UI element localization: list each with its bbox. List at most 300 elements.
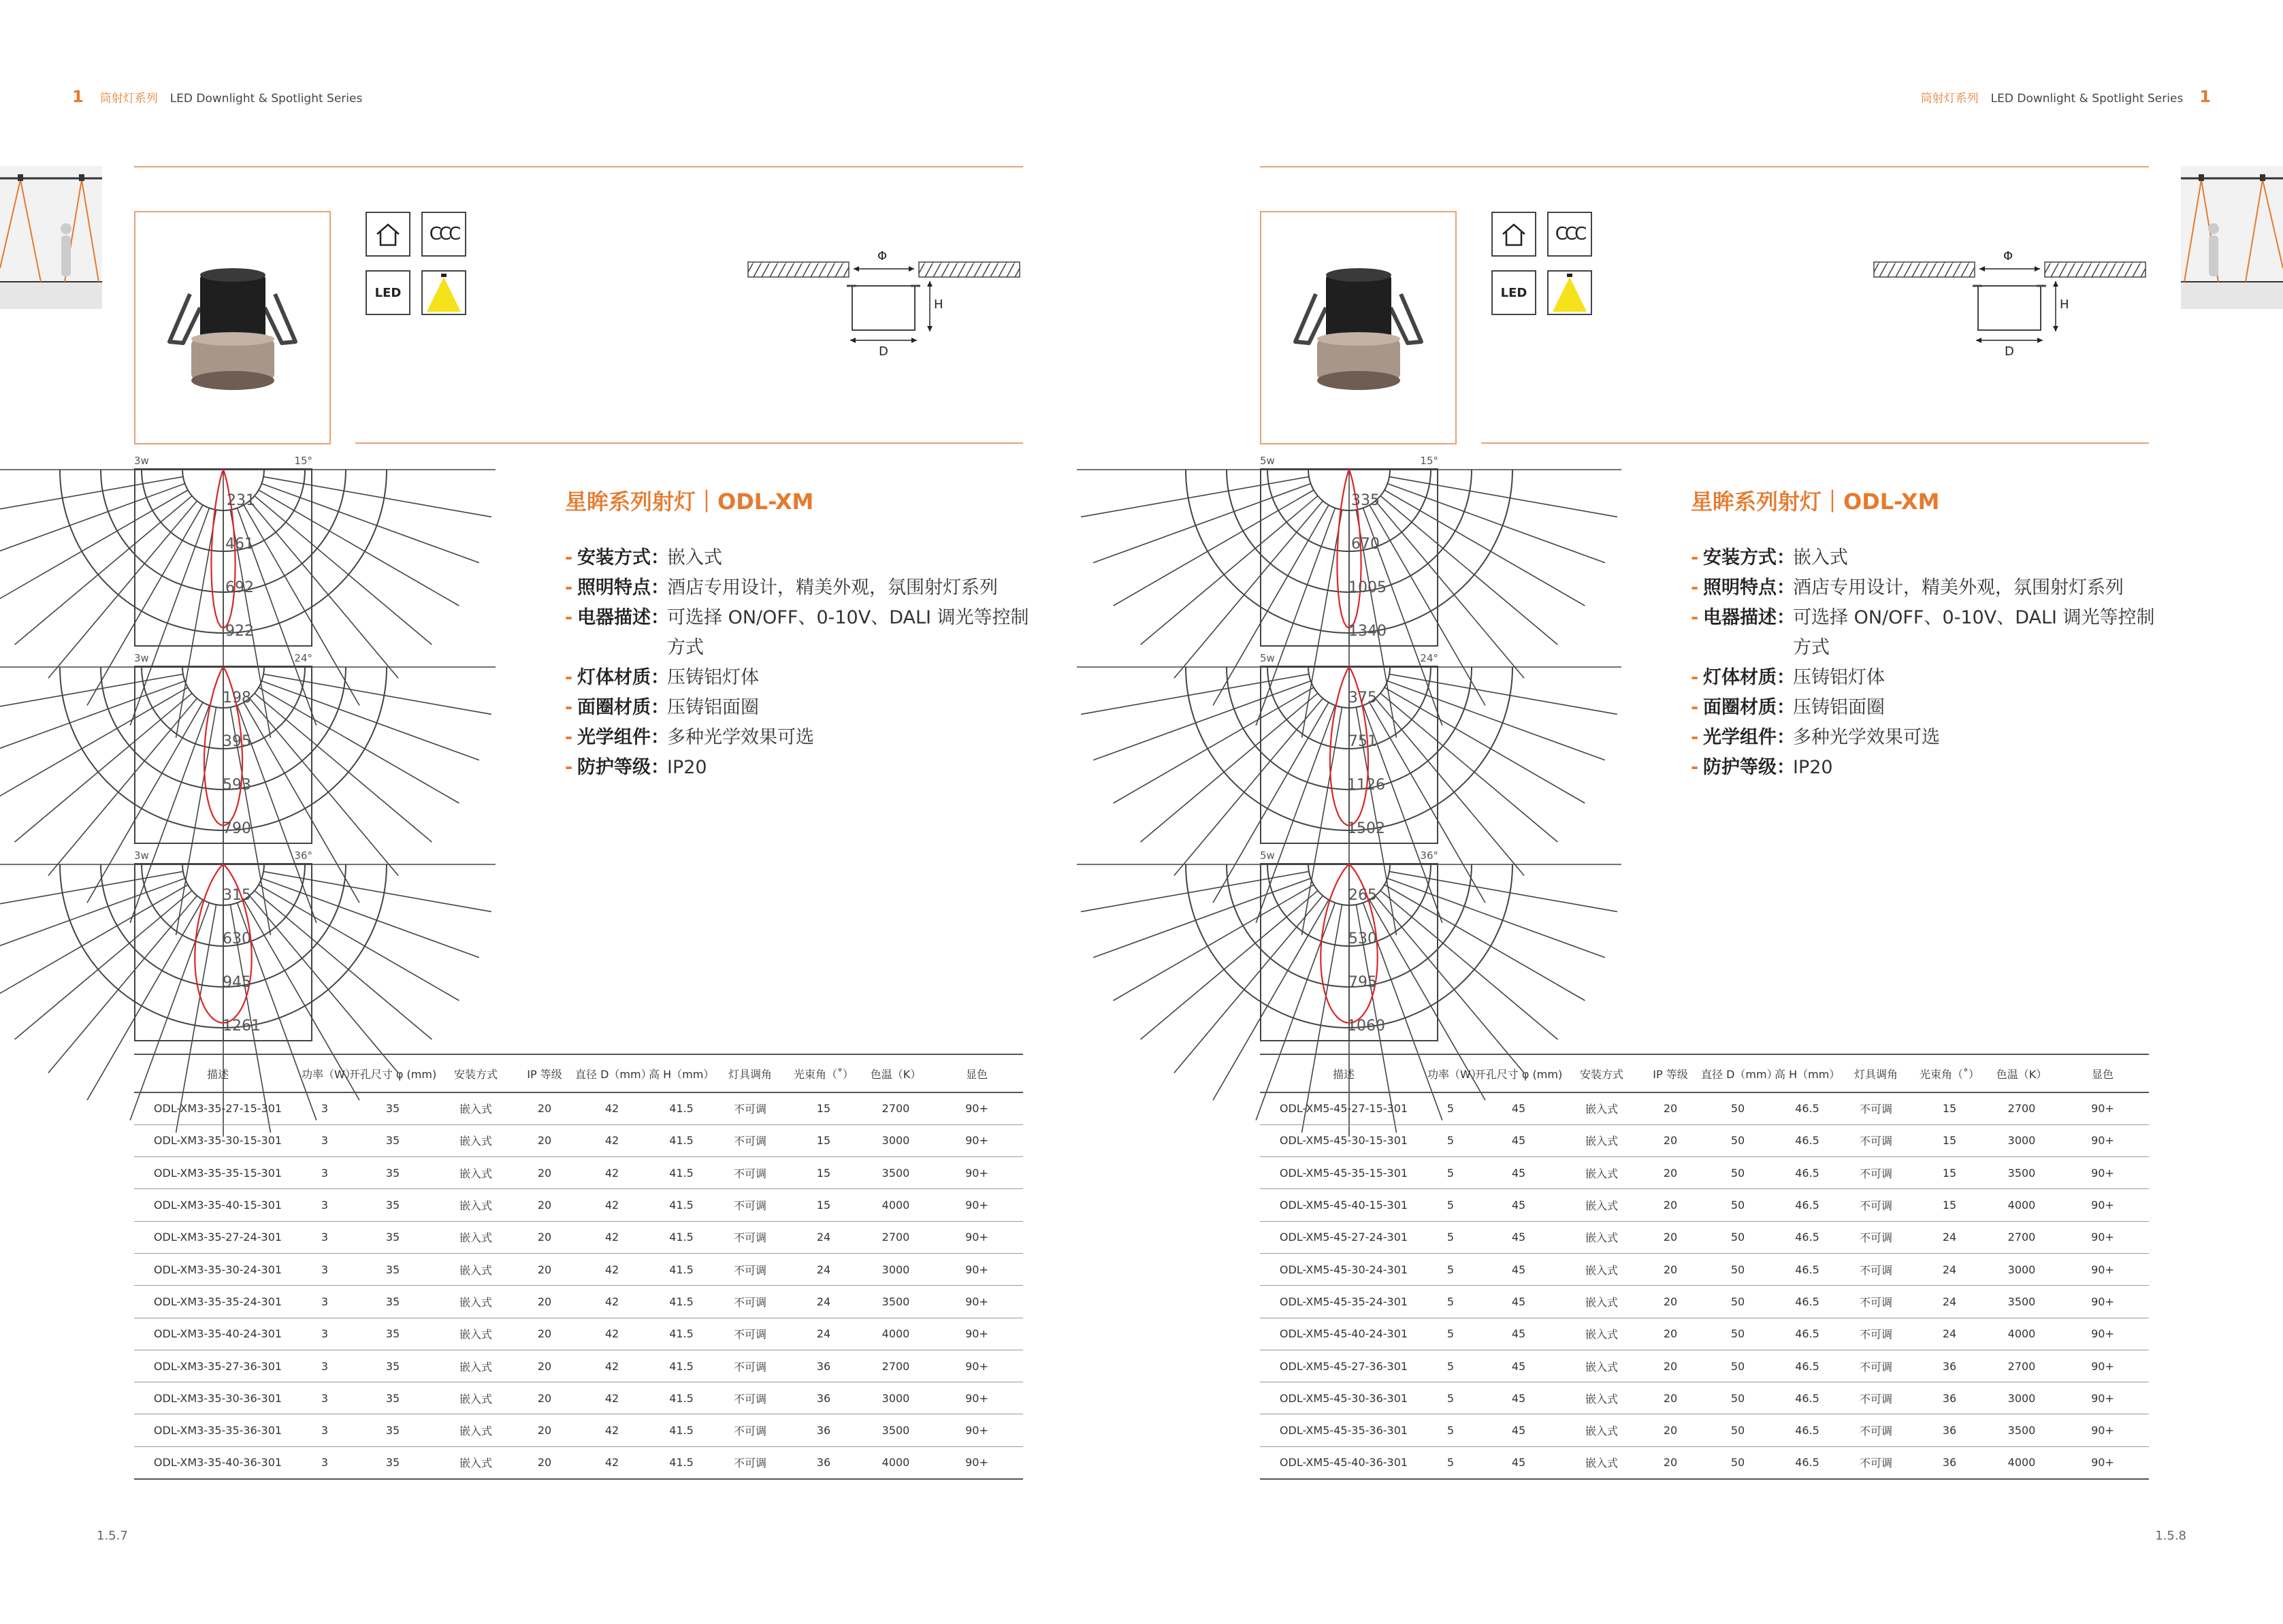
header-chapter-number: 1 [2199, 87, 2211, 106]
table-cell: 5 [1427, 1124, 1474, 1156]
table-cell: 20 [514, 1157, 575, 1189]
table-cell: 46.5 [1775, 1350, 1840, 1382]
table-cell: 2700 [1987, 1221, 2056, 1253]
table-cell: 3 [302, 1318, 348, 1350]
table-row [1260, 1286, 2149, 1318]
spec-list [565, 543, 1041, 783]
table-cell: 15 [786, 1157, 861, 1189]
spec-label: 安装方式： [1703, 547, 1795, 568]
polar-power: 5w [1260, 849, 1275, 862]
table-cell: 20 [1640, 1157, 1701, 1189]
polar-value: 670 [1351, 536, 1380, 553]
table-cell: 3 [302, 1350, 348, 1382]
table-cell: 嵌入式 [1564, 1414, 1640, 1446]
table-body [134, 1092, 1023, 1479]
table-cell: 36 [786, 1382, 861, 1414]
table-cell: 15 [786, 1124, 861, 1156]
table-cell: 41.5 [649, 1253, 714, 1285]
table-cell: 36 [1912, 1350, 1987, 1382]
spec-label: 安装方式： [577, 547, 669, 568]
spec-table [1260, 1054, 2149, 1480]
table-cell: 不可调 [1840, 1382, 1912, 1414]
table-cell: 20 [514, 1189, 575, 1221]
polar-power: 5w [1260, 652, 1275, 664]
table-cell: 35 [348, 1286, 438, 1318]
table-row [1260, 1382, 2149, 1414]
polar-value: 530 [1348, 930, 1377, 947]
table-cell: 5 [1427, 1382, 1474, 1414]
table-cell: 不可调 [714, 1221, 786, 1253]
spec-value: 压铸铝灯体 [667, 667, 759, 688]
spec-table [134, 1054, 1023, 1480]
table-cell: 不可调 [714, 1446, 786, 1478]
table-cell: 46.5 [1775, 1382, 1840, 1414]
table-cell: 不可调 [1840, 1189, 1912, 1221]
table-cell: 20 [514, 1318, 575, 1350]
table-header-cell: 灯具调角 [714, 1054, 786, 1092]
table-cell: ODL-XM5-45-35-15-301 [1260, 1157, 1427, 1189]
table-row [134, 1221, 1023, 1253]
table-header-cell: 直径 D（mm） [1701, 1054, 1775, 1092]
table-cell: 不可调 [714, 1318, 786, 1350]
table-cell: ODL-XM5-45-27-36-301 [1260, 1350, 1427, 1382]
table-cell: 5 [1427, 1414, 1474, 1446]
spec-label: 光学组件： [1703, 727, 1795, 748]
table-cell: 35 [348, 1446, 438, 1478]
table-cell: ODL-XM5-45-27-15-301 [1260, 1092, 1427, 1124]
table-cell: ODL-XM5-45-40-36-301 [1260, 1446, 1427, 1478]
table-cell: 不可调 [714, 1350, 786, 1382]
table-cell: 嵌入式 [1564, 1221, 1640, 1253]
scene-thumbnail [2181, 166, 2283, 309]
spec-value: 压铸铝灯体 [1793, 667, 1885, 688]
table-header-cell: 直径 D（mm） [575, 1054, 649, 1092]
table-cell: 3 [302, 1189, 348, 1221]
spec-value: 酒店专用设计，精美外观，氛围射灯系列 [1793, 577, 2124, 598]
table-row [1260, 1189, 2149, 1221]
table-row [134, 1189, 1023, 1221]
table-row [1260, 1253, 2149, 1285]
polar-power: 3w [134, 652, 149, 664]
polar-diagram-36 [1260, 849, 1438, 1041]
spec-value: 可选择 ON/OFF、0-10V、DALI 调光等控制方式 [1793, 607, 2155, 658]
polar-value: 1060 [1347, 1018, 1385, 1035]
spec-item: - 电器描述： 可选择 ON/OFF、0-10V、DALI 调光等控制方式 [565, 603, 1041, 663]
polar-value: 945 [223, 974, 251, 991]
table-cell: 42 [575, 1446, 649, 1478]
header-series-en: LED Downlight & Spotlight Series [1990, 92, 2184, 105]
table-cell: 50 [1701, 1157, 1775, 1189]
spec-item: - 面圈材质： 压铸铝面圈 [1691, 693, 2167, 723]
table-cell: 42 [575, 1318, 649, 1350]
polar-value: 1340 [1348, 623, 1387, 640]
spec-label: 电器描述： [1703, 607, 1795, 628]
table-cell: 嵌入式 [438, 1382, 514, 1414]
table-cell: 90+ [2056, 1414, 2149, 1446]
table-cell: 90+ [2056, 1157, 2149, 1189]
table-cell: ODL-XM3-35-30-15-301 [134, 1124, 302, 1156]
table-cell: 3500 [861, 1157, 930, 1189]
home-icon [366, 212, 410, 257]
polar-diagram-36 [134, 849, 312, 1041]
spec-value: 多种光学效果可选 [667, 727, 814, 748]
table-row [134, 1157, 1023, 1189]
table-cell: 41.5 [649, 1189, 714, 1221]
table-cell: 不可调 [1840, 1446, 1912, 1478]
table-cell: 24 [1912, 1286, 1987, 1318]
table-cell: 42 [575, 1092, 649, 1124]
table-cell: 50 [1701, 1189, 1775, 1221]
table-cell: 50 [1701, 1318, 1775, 1350]
table-cell: 15 [1912, 1092, 1987, 1124]
table-cell: ODL-XM3-35-27-24-301 [134, 1221, 302, 1253]
table-cell: 20 [514, 1092, 575, 1124]
table-row [134, 1350, 1023, 1382]
table-cell: 46.5 [1775, 1124, 1840, 1156]
table-row [134, 1414, 1023, 1446]
table-cell: 90+ [930, 1124, 1023, 1156]
table-cell: 3 [302, 1092, 348, 1124]
table-row [134, 1253, 1023, 1285]
table-cell: 46.5 [1775, 1253, 1840, 1285]
table-cell: 不可调 [714, 1124, 786, 1156]
table-cell: 5 [1427, 1221, 1474, 1253]
table-cell: 90+ [930, 1092, 1023, 1124]
table-cell: 嵌入式 [438, 1318, 514, 1350]
table-cell: 45 [1474, 1414, 1564, 1446]
table-cell: 不可调 [714, 1092, 786, 1124]
table-header-cell: 高 H（mm） [649, 1054, 714, 1092]
home-icon [1491, 212, 1536, 257]
table-cell: 3 [302, 1446, 348, 1478]
table-header-row [134, 1054, 1023, 1092]
table-header-cell: 色温（K） [1987, 1054, 2056, 1092]
table-cell: 46.5 [1775, 1286, 1840, 1318]
table-cell: 46.5 [1775, 1092, 1840, 1124]
table-cell: 嵌入式 [1564, 1189, 1640, 1221]
table-cell: 3 [302, 1253, 348, 1285]
dimension-diagram [745, 248, 1024, 364]
table-cell: ODL-XM5-45-40-15-301 [1260, 1189, 1427, 1221]
table-header-cell: 安装方式 [1564, 1054, 1640, 1092]
table-cell: 24 [1912, 1253, 1987, 1285]
spec-label: 照明特点： [1703, 577, 1795, 598]
table-cell: ODL-XM5-45-40-24-301 [1260, 1318, 1427, 1350]
spec-item: - 光学组件： 多种光学效果可选 [1691, 723, 2167, 753]
polar-value: 692 [225, 579, 254, 596]
table-cell: ODL-XM3-35-30-24-301 [134, 1253, 302, 1285]
table-cell: 20 [514, 1382, 575, 1414]
phi-label: Φ [2003, 249, 2013, 263]
table-cell: 20 [1640, 1350, 1701, 1382]
table-cell: 3500 [861, 1286, 930, 1318]
spec-value: 嵌入式 [1793, 547, 1848, 568]
beam-light-icon [1547, 270, 1592, 315]
table-cell: 嵌入式 [1564, 1253, 1640, 1285]
spec-label: 防护等级： [577, 757, 669, 778]
table-row [134, 1124, 1023, 1156]
table-cell: 3 [302, 1221, 348, 1253]
table-cell: 不可调 [1840, 1350, 1912, 1382]
table-cell: 20 [1640, 1414, 1701, 1446]
table-header-cell: 色温（K） [861, 1054, 930, 1092]
table-cell: 不可调 [1840, 1157, 1912, 1189]
table-cell: 嵌入式 [438, 1350, 514, 1382]
spec-item: - 灯体材质： 压铸铝灯体 [1691, 663, 2167, 693]
led-icon [366, 270, 410, 315]
table-cell: 20 [514, 1446, 575, 1478]
table-header-cell: 开孔尺寸 φ (mm) [348, 1054, 438, 1092]
table-cell: 嵌入式 [1564, 1350, 1640, 1382]
table-cell: 41.5 [649, 1286, 714, 1318]
table-cell: 不可调 [1840, 1414, 1912, 1446]
header-series-en: LED Downlight & Spotlight Series [169, 92, 363, 105]
table-cell: 不可调 [1840, 1318, 1912, 1350]
table-cell: 5 [1427, 1318, 1474, 1350]
polar-angle: 15° [1420, 455, 1438, 467]
spec-label: 面圈材质： [1703, 697, 1795, 718]
table-cell: 4000 [1987, 1446, 2056, 1478]
table-cell: 35 [348, 1350, 438, 1382]
table-cell: 36 [786, 1414, 861, 1446]
ccc-mark: CCC [1555, 224, 1585, 244]
table-cell: 50 [1701, 1092, 1775, 1124]
polar-diagram-15 [134, 455, 312, 647]
table-cell: 41.5 [649, 1382, 714, 1414]
right-page [1142, 0, 2283, 1624]
polar-diagram-24 [1260, 652, 1438, 844]
table-cell: 90+ [2056, 1221, 2149, 1253]
table-header-cell: 显色 [2056, 1054, 2149, 1092]
table-cell: 90+ [930, 1253, 1023, 1285]
polar-value: 315 [223, 887, 251, 904]
table-cell: 不可调 [1840, 1124, 1912, 1156]
table-cell: 15 [786, 1092, 861, 1124]
table-row [1260, 1446, 2149, 1478]
table-header-cell: 功率（W） [1427, 1054, 1474, 1092]
spec-value: 压铸铝面圈 [667, 697, 759, 718]
spec-label: 电器描述： [577, 607, 669, 628]
table-cell: ODL-XM3-35-40-15-301 [134, 1189, 302, 1221]
table-header-cell: IP 等级 [514, 1054, 575, 1092]
ccc-icon [421, 212, 466, 257]
table-cell: 15 [786, 1189, 861, 1221]
table-cell: 嵌入式 [1564, 1318, 1640, 1350]
product-photo [1260, 211, 1457, 444]
table-cell: 50 [1701, 1446, 1775, 1478]
polar-power: 5w [1260, 455, 1275, 467]
table-cell: ODL-XM5-45-35-36-301 [1260, 1414, 1427, 1446]
table-row [1260, 1157, 2149, 1189]
table-cell: 3500 [1987, 1286, 2056, 1318]
spec-list [1691, 543, 2167, 783]
table-cell: 35 [348, 1318, 438, 1350]
table-cell: 35 [348, 1253, 438, 1285]
table-cell: 20 [1640, 1124, 1701, 1156]
mid-divider [355, 442, 1023, 444]
spec-value: 可选择 ON/OFF、0-10V、DALI 调光等控制方式 [667, 607, 1029, 658]
table-cell: 42 [575, 1253, 649, 1285]
table-cell: 15 [1912, 1189, 1987, 1221]
h-label: H [2060, 297, 2069, 312]
table-cell: 不可调 [1840, 1253, 1912, 1285]
table-cell: 3500 [1987, 1157, 2056, 1189]
table-cell: ODL-XM3-35-40-36-301 [134, 1446, 302, 1478]
table-cell: 20 [1640, 1286, 1701, 1318]
polar-angle: 15° [294, 455, 312, 467]
top-divider [134, 166, 1023, 167]
table-row [134, 1318, 1023, 1350]
table-cell: 45 [1474, 1286, 1564, 1318]
header-series-cn: 筒射灯系列 [99, 92, 158, 105]
table-cell: 5 [1427, 1092, 1474, 1124]
table-cell: 45 [1474, 1189, 1564, 1221]
table-cell: 3500 [1987, 1414, 2056, 1446]
table-cell: 20 [1640, 1446, 1701, 1478]
table-cell: 嵌入式 [438, 1221, 514, 1253]
table-cell: 2700 [861, 1221, 930, 1253]
polar-power: 3w [134, 455, 149, 467]
table-cell: 20 [1640, 1092, 1701, 1124]
table-cell: 3000 [861, 1253, 930, 1285]
table-cell: 4000 [1987, 1189, 2056, 1221]
table-cell: 20 [1640, 1221, 1701, 1253]
table-cell: 42 [575, 1221, 649, 1253]
spec-value: 酒店专用设计，精美外观，氛围射灯系列 [667, 577, 998, 598]
table-cell: 41.5 [649, 1092, 714, 1124]
table-cell: 不可调 [1840, 1286, 1912, 1318]
spec-item: - 灯体材质： 压铸铝灯体 [565, 663, 1041, 693]
table-cell: 46.5 [1775, 1446, 1840, 1478]
table-cell: 36 [1912, 1414, 1987, 1446]
table-cell: 20 [514, 1414, 575, 1446]
spec-value: IP20 [667, 757, 707, 778]
table-row [1260, 1350, 2149, 1382]
table-cell: 41.5 [649, 1446, 714, 1478]
spec-label: 灯体材质： [577, 667, 669, 688]
scene-thumbnail [0, 166, 102, 309]
table-cell: 90+ [930, 1318, 1023, 1350]
polar-value: 1261 [223, 1018, 261, 1035]
table-cell: ODL-XM5-45-30-15-301 [1260, 1124, 1427, 1156]
table-cell: 3000 [1987, 1124, 2056, 1156]
table-cell: 24 [786, 1253, 861, 1285]
table-row [1260, 1318, 2149, 1350]
table-cell: 90+ [2056, 1092, 2149, 1124]
table-row [134, 1446, 1023, 1478]
polar-angle: 24° [1420, 652, 1438, 664]
h-label: H [934, 297, 943, 312]
table-cell: 3000 [861, 1382, 930, 1414]
product-photo [134, 211, 331, 444]
table-cell: 35 [348, 1382, 438, 1414]
table-cell: 嵌入式 [1564, 1157, 1640, 1189]
table-cell: ODL-XM3-35-40-24-301 [134, 1318, 302, 1350]
table-cell: 90+ [930, 1446, 1023, 1478]
table-cell: 不可调 [714, 1286, 786, 1318]
table-cell: 3 [302, 1286, 348, 1318]
table-cell: 50 [1701, 1286, 1775, 1318]
table-cell: ODL-XM5-45-35-24-301 [1260, 1286, 1427, 1318]
table-cell: 不可调 [1840, 1221, 1912, 1253]
polar-value: 630 [223, 930, 251, 947]
table-cell: 90+ [2056, 1350, 2149, 1382]
product-title: 星眸系列射灯｜ODL-XM [565, 489, 814, 515]
table-cell: 20 [514, 1124, 575, 1156]
spec-value: IP20 [1793, 757, 1833, 778]
polar-value: 790 [223, 820, 251, 837]
table-cell: 5 [1427, 1189, 1474, 1221]
table-header-cell: 描述 [1260, 1054, 1427, 1092]
table-cell: 35 [348, 1157, 438, 1189]
table-cell: 3000 [1987, 1382, 2056, 1414]
d-label: D [2005, 344, 2014, 359]
led-mark: LED [1500, 285, 1527, 300]
spec-label: 灯体材质： [1703, 667, 1795, 688]
table-cell: 42 [575, 1124, 649, 1156]
table-cell: 3000 [861, 1124, 930, 1156]
table-row [134, 1286, 1023, 1318]
table-cell: ODL-XM3-35-27-15-301 [134, 1092, 302, 1124]
spec-label: 照明特点： [577, 577, 669, 598]
spec-item: - 光学组件： 多种光学效果可选 [565, 723, 1041, 753]
spec-item: - 防护等级： IP20 [1691, 753, 2167, 783]
table-cell: 90+ [2056, 1318, 2149, 1350]
spec-value: 多种光学效果可选 [1793, 727, 1940, 748]
table-cell: 嵌入式 [438, 1446, 514, 1478]
table-cell: 不可调 [714, 1414, 786, 1446]
table-cell: ODL-XM3-35-35-36-301 [134, 1414, 302, 1446]
table-cell: 90+ [2056, 1286, 2149, 1318]
table-cell: 45 [1474, 1092, 1564, 1124]
spec-value: 压铸铝面圈 [1793, 697, 1885, 718]
polar-value: 375 [1348, 689, 1377, 707]
table-cell: 45 [1474, 1446, 1564, 1478]
table-header-cell: 显色 [930, 1054, 1023, 1092]
table-cell: 46.5 [1775, 1157, 1840, 1189]
table-header-cell: 安装方式 [438, 1054, 514, 1092]
table-cell: 嵌入式 [438, 1286, 514, 1318]
table-cell: 不可调 [714, 1157, 786, 1189]
polar-diagram-24 [134, 652, 312, 844]
table-row [1260, 1414, 2149, 1446]
top-divider [1260, 166, 2149, 167]
table-cell: 5 [1427, 1350, 1474, 1382]
table-cell: 2700 [861, 1350, 930, 1382]
table-cell: 24 [1912, 1221, 1987, 1253]
table-cell: 90+ [930, 1414, 1023, 1446]
table-header-cell: 高 H（mm） [1775, 1054, 1840, 1092]
table-cell: 50 [1701, 1124, 1775, 1156]
spec-item: - 安装方式： 嵌入式 [1691, 543, 2167, 573]
table-cell: 45 [1474, 1253, 1564, 1285]
table-cell: 36 [1912, 1446, 1987, 1478]
polar-value: 231 [227, 492, 255, 509]
table-cell: 嵌入式 [438, 1157, 514, 1189]
table-cell: 46.5 [1775, 1414, 1840, 1446]
d-label: D [879, 344, 888, 359]
table-cell: 5 [1427, 1446, 1474, 1478]
spec-item: - 电器描述： 可选择 ON/OFF、0-10V、DALI 调光等控制方式 [1691, 603, 2167, 663]
table-cell: 42 [575, 1414, 649, 1446]
dimension-diagram [1871, 248, 2150, 364]
table-cell: 嵌入式 [1564, 1382, 1640, 1414]
table-cell: 45 [1474, 1124, 1564, 1156]
table-cell: 42 [575, 1189, 649, 1221]
table-row [1260, 1092, 2149, 1124]
table-cell: 45 [1474, 1157, 1564, 1189]
ccc-mark: CCC [429, 224, 459, 244]
